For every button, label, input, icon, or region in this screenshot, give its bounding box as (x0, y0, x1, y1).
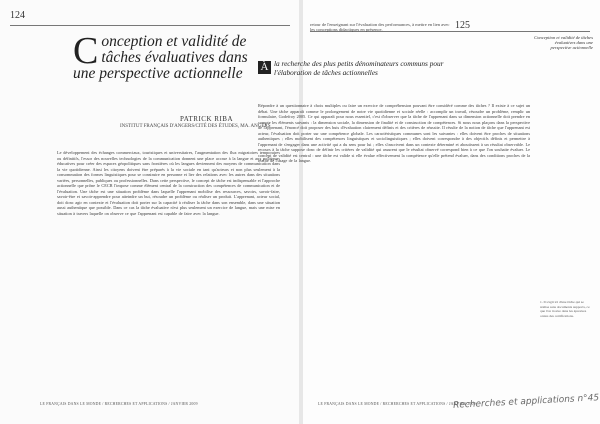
left-page-number: 124 (10, 10, 25, 21)
right-page-number: 125 (455, 20, 470, 31)
margin-footnote: 1. Il s'agit ici d'une tâche qui se réalise sans documents supports, ce que l'on trouve dans les épreuves orales des certifications. (540, 300, 590, 318)
left-body-text: Le développement des échanges commerciaux, touristiques et universitaires, l'augmentation des flux migratoires temporaires ou définitifs, l'essor des nouvelles technologies de la communication donnent une place accrue à la langue et aux politiques éducatives pour créer des espaces géopolitiques sans frontières où les langues deviennent des moyens de communication dans la vie quotidienne. Ainsi les citoyens doivent être préparés à la vie sociale en tant qu'acteurs et non plus seulement à la consommation des formes linguistiques pour se construire en personne et lier des relations avec les autres dans des situations variées, personnelles, publiques ou professionnelles. Dans cette perspective, le concept de tâche est indispensable et l'approche actionnelle que prône le CECR l'impose comme élément central de la construction des compétences de communication et de l'évaluation. Une tâche est une situation problème dans laquelle l'apprenant mobilise des ressources, savoirs, savoir-faire, savoir-être et savoir-apprendre pour atteindre un but, résoudre un problème ou réaliser un produit. L'apprenant, acteur social, doit donc agir en contexte et l'évaluation doit porter sur la capacité à réaliser la tâche dans son ensemble, dans une situation aussi authentique que possible. Dans ce cas la tâche évaluative n'est plus seulement un exercice de langue, mais une mise en situation à travers laquelle on observe ce que l'apprenant est capable de faire avec la langue. (57, 150, 280, 216)
author-affiliation: INSTITUT FRANÇAIS D'ANGERS/CITÉ DES ÉTUDES, MA. ANGERS (120, 124, 271, 129)
right-body-text: Répondre à un questionnaire à choix multiples ou faire un exercice de compréhension pouvant être considéré comme des tâches ? Il existe à ce sujet un débat. Une tâche apparaît comme le prolongement de notre vie quotidienne et sociale réelle : accomplir un travail, résoudre un problème, remplir un formulaire, Godefroy 2005. Ce qui apparaît pour nous essentiel, c'est d'observer que la tâche de l'apprenant dans sa dimension actionnelle doit prendre en compte les éléments suivants : la dimension sociale, la dimension de finalité et de construction de compétences. Si nous nous plaçons dans la perspective de l'apprenant, l'énoncé doit proposer des buts d'évaluation clairement définis et des critères de réussite. Il résulte de la notion de tâche que l'apprenant est acteur, l'évaluation doit porter sur une compétence globale. Les caractéristiques communes sont les suivantes : elles doivent être proches de situations authentiques ; elles mobilisent des compétences linguistiques et sociolinguistiques ; elles doivent correspondre à des objectifs définis et permettre à l'apprenant de s'engager dans une activité qui a du sens pour lui ; elles s'inscrivent dans un contexte déterminé et aboutissent à un résultat observable. Le recours à la tâche suppose donc de définir les critères de validité qui assurent que le résultat observé correspond bien à ce que l'on souhaite évaluer. Le concept de validité est central : une tâche est valide si elle évalue effectivement la compétence qu'elle prétend évaluer, dans des conditions proches de la réalité de l'usage de la langue. (258, 103, 530, 163)
section-dropcap: À (258, 61, 271, 74)
section-heading-text: la recherche des plus petits dénominateurs communs pour l'élaboration de tâches actionnelles (274, 59, 444, 77)
left-header-rule (10, 25, 290, 26)
article-title (73, 30, 273, 82)
right-footer: LE FRANÇAIS DANS LE MONDE / RECHERCHES ET APPLICATIONS / JANVIER 2009 (318, 402, 476, 406)
left-footer: LE FRANÇAIS DANS LE MONDE / RECHERCHES ET APPLICATIONS / JANVIER 2009 (40, 402, 198, 406)
author-name: PATRICK RIBA (180, 115, 234, 123)
handwritten-note: Recherches et applications n°45 (452, 393, 600, 411)
title-dropcap: C (73, 30, 99, 72)
title-text: onception et validité de tâches évaluatives dans une perspective actionnelle (73, 33, 248, 82)
right-header-continuation: retour de l'enseignant sur l'évaluation des performances, à mettre en lien avec les conceptions didactiques en présence. (310, 22, 450, 32)
section-heading (258, 60, 458, 77)
running-column-title: Conception et validité de tâches évaluatives dans une perspective actionnelle (534, 35, 593, 51)
